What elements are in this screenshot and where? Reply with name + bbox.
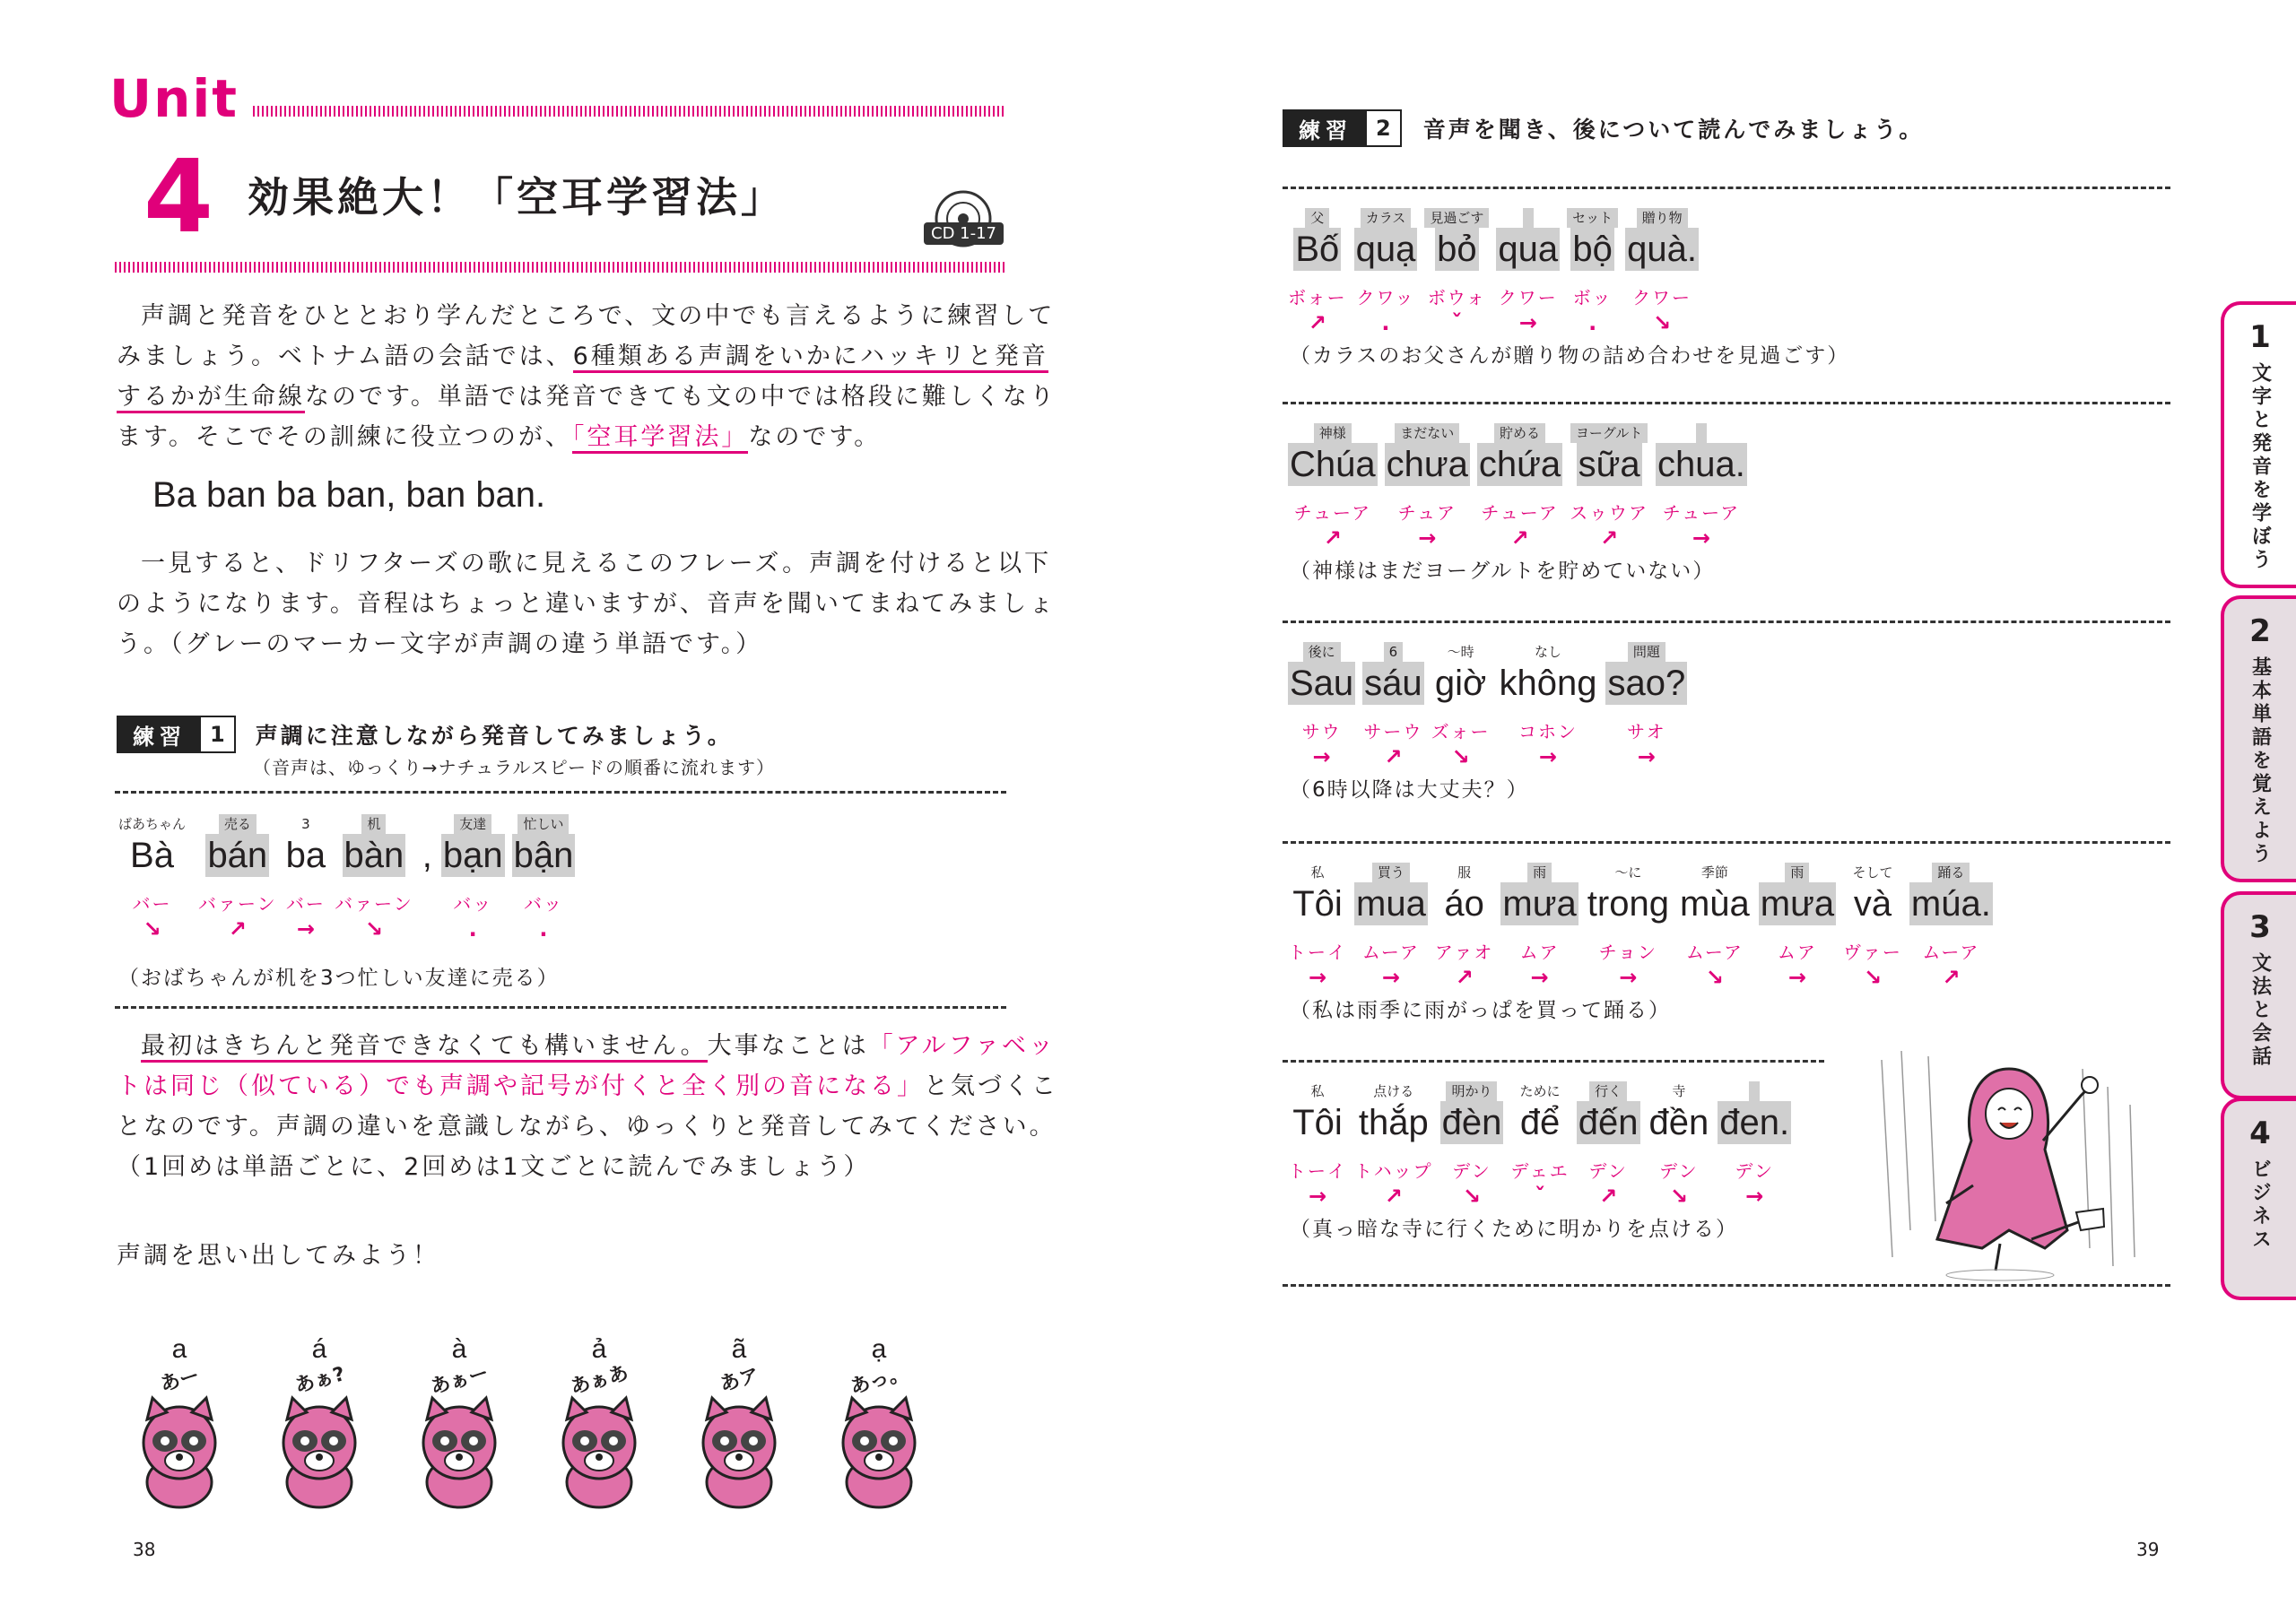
word-viet: sao? [1607, 664, 1686, 703]
word-tone: ˇ [1535, 1184, 1546, 1209]
raccoon-icon [685, 1393, 793, 1509]
exercise-1-subtitle: （音声は、ゆっくり→ナチュラルスピードの順番に流れます） [253, 757, 775, 778]
word-kana: バァーン [335, 893, 413, 915]
word-tone: ↗ [228, 916, 247, 942]
vocab-word [1497, 642, 1598, 773]
word-gloss: 売る [219, 814, 257, 834]
word-gloss: 私 [1310, 864, 1325, 881]
word-viet: đền [1648, 1103, 1709, 1142]
word-kana: サオ [1627, 721, 1666, 742]
word-gloss: セット [1567, 208, 1618, 228]
page-title: 効果絶大！「空耳学習法」 [248, 173, 786, 221]
word-gloss: 点ける [1373, 1083, 1414, 1099]
vocab-word [1435, 863, 1494, 994]
divider [1283, 841, 2170, 844]
vocab-word [1288, 642, 1355, 773]
word-viet: chưa [1386, 445, 1468, 484]
divider [1283, 621, 2170, 623]
word-kana: トハップ [1354, 1160, 1433, 1182]
word-gloss: 季節 [1700, 864, 1728, 881]
word-tone: → [1518, 310, 1537, 335]
word-gloss: 行く [1589, 1081, 1627, 1101]
tone-character [685, 1334, 793, 1509]
word-viet: mùa [1679, 884, 1750, 924]
word-tone: ˇ [1451, 310, 1463, 335]
page-number-left: 38 [133, 1539, 156, 1560]
vocab-word [1288, 863, 1347, 994]
word-gloss: 雨 [1785, 863, 1809, 882]
word-tone: ↗ [1308, 310, 1326, 335]
word-tone: → [1745, 1184, 1764, 1209]
word-viet: để [1519, 1103, 1561, 1142]
word-viet: đến [1578, 1103, 1639, 1142]
raccoon-icon [405, 1393, 513, 1509]
word-tone: ↘ [364, 916, 383, 942]
word-tone: ↘ [1462, 1184, 1482, 1209]
vocab-word [1843, 863, 1902, 994]
word-viet: bận [513, 836, 574, 875]
word-kana: チューア [1481, 502, 1559, 524]
word-gloss: 雨 [1527, 863, 1552, 882]
word-tone: ↗ [1323, 525, 1342, 551]
exercise-2-translation: （私は雨季に雨がっぱを買って踊る） [1290, 999, 1671, 1022]
vocab-word [1605, 642, 1687, 773]
word-tone: ↗ [1384, 1184, 1403, 1209]
word-kana: デェエ [1510, 1160, 1570, 1182]
divider [1283, 1060, 1824, 1063]
exercise-2-sentence [1288, 1081, 1798, 1212]
header-rule-bottom [115, 262, 1006, 273]
word-tone: ↘ [1705, 965, 1724, 990]
word-tone: ↗ [1455, 965, 1474, 990]
word-gloss: ために [1519, 1083, 1561, 1099]
word-kana: バッ [523, 893, 563, 915]
divider [1283, 187, 2170, 189]
word-tone: → [1787, 965, 1806, 990]
exercise-2-translation: （6時以降は大丈夫？） [1290, 778, 1529, 802]
word-kana: チューア [1662, 502, 1741, 524]
word-gloss: そして [1852, 864, 1893, 881]
word-kana: ボォー [1288, 287, 1347, 308]
word-viet: chua. [1657, 445, 1745, 484]
sample-phrase: Ba ban ba ban, ban ban. [152, 475, 546, 515]
divider [1283, 1284, 2170, 1287]
word-viet: đèn [1441, 1103, 1502, 1142]
word-tone: ↘ [1451, 744, 1470, 769]
word-tone: → [1538, 744, 1558, 769]
word-kana: サウ [1301, 721, 1342, 742]
word-tone: → [1308, 1184, 1327, 1209]
word-viet: quạ [1355, 230, 1416, 269]
word-gloss: 神様 [1314, 423, 1352, 443]
exercise-2-sentence [1288, 423, 1754, 554]
word-viet: đen. [1719, 1103, 1790, 1142]
chapter-tab-4[interactable]: 4 ビジネス [2221, 1098, 2296, 1300]
exercise-1-sentence [113, 814, 582, 945]
word-viet: Tôi [1292, 884, 1343, 924]
exercise-2-sentence [1288, 642, 1694, 773]
reminder-text: 声調を思い出してみよう！ [117, 1242, 439, 1270]
vocab-word [512, 814, 576, 945]
tone-character [405, 1334, 513, 1509]
word-viet: trong [1587, 884, 1669, 924]
word-gloss: 父 [1305, 208, 1329, 228]
vocab-word [1718, 1081, 1791, 1212]
tone-sound: あぁー [428, 1361, 491, 1400]
exercise-1-header [117, 716, 733, 753]
vocab-word [198, 814, 277, 945]
tone-letter: ạ [871, 1334, 887, 1364]
word-kana: ヴァー [1843, 942, 1902, 963]
tone-letter: à [451, 1334, 467, 1364]
word-kana: ムーア [1361, 942, 1420, 963]
word-gloss [1696, 423, 1707, 443]
word-kana: ムーア [1685, 942, 1744, 963]
vocab-word [1288, 1081, 1347, 1212]
word-viet: ba [285, 836, 326, 875]
vocab-word [335, 814, 413, 945]
raccoon-icon [126, 1393, 233, 1509]
exercise-1-translation: （おばちゃんが机を3つ忙しい友達に売る） [118, 967, 560, 990]
word-tone: → [296, 916, 315, 942]
tone-sound: あー [158, 1364, 203, 1397]
word-viet: bán [207, 836, 268, 875]
word-gloss: 3 [301, 816, 310, 832]
word-kana: デン [1735, 1160, 1774, 1182]
vocab-word [1909, 863, 1993, 994]
word-kana: ムーア [1922, 942, 1980, 963]
word-gloss: なし [1534, 644, 1561, 660]
word-gloss: 見過ごす [1424, 208, 1489, 228]
divider [1283, 402, 2170, 404]
word-tone: ↗ [1384, 744, 1403, 769]
word-kana: デン [1452, 1160, 1492, 1182]
word-kana: ボウォ [1427, 287, 1486, 308]
vocab-word [1477, 423, 1562, 554]
word-tone: → [1308, 965, 1327, 990]
word-kana: チューア [1293, 502, 1372, 524]
word-viet: thắp [1358, 1103, 1429, 1142]
vocab-word [1648, 1081, 1711, 1212]
tone-character [265, 1334, 373, 1509]
word-viet: bộ [1572, 230, 1613, 269]
word-gloss: 〜時 [1447, 644, 1474, 660]
word-tone: ↗ [1600, 525, 1619, 551]
exercise-2-sentence [1288, 863, 2000, 994]
vocab-word [1354, 1081, 1433, 1212]
word-viet: mưa [1502, 884, 1577, 924]
word-viet: áo [1444, 884, 1484, 924]
word-gloss: 明かり [1446, 1081, 1497, 1101]
vocab-word [113, 814, 191, 945]
word-gloss [422, 814, 432, 834]
tone-character [126, 1334, 233, 1509]
tone-sound: あア [718, 1364, 762, 1397]
vocab-word [1625, 208, 1699, 339]
raccoon-icon [265, 1393, 373, 1509]
divider [115, 1006, 1006, 1009]
vocab-word [1570, 423, 1648, 554]
word-kana: スゥウア [1570, 502, 1648, 524]
word-kana: バー [285, 893, 326, 915]
word-gloss: 問題 [1628, 642, 1665, 662]
word-gloss: 〜に [1614, 864, 1642, 881]
word-tone: ↘ [1669, 1184, 1688, 1209]
word-kana: ズォー [1431, 721, 1491, 742]
vocab-word [284, 814, 328, 945]
exercise-2-translation: （神様はまだヨーグルトを貯めていない） [1290, 560, 1716, 583]
word-tone: . [1381, 310, 1390, 335]
word-viet: không [1499, 664, 1597, 703]
word-kana: トーイ [1288, 1160, 1347, 1182]
word-gloss: 寺 [1672, 1083, 1686, 1099]
word-tone: ↘ [1653, 310, 1672, 335]
word-kana: バァーン [198, 893, 277, 915]
word-tone: ↘ [143, 916, 161, 942]
tone-letter: á [311, 1334, 327, 1364]
tone-letter: ã [731, 1334, 747, 1364]
word-viet: bạn [442, 836, 503, 875]
word-tone: ↘ [1863, 965, 1883, 990]
word-kana: ムア [1519, 942, 1560, 963]
vocab-word [1759, 863, 1836, 994]
tone-sound: あぁ? [291, 1363, 348, 1398]
word-viet: múa. [1910, 884, 1991, 924]
word-gloss: 服 [1457, 864, 1472, 881]
explanation-paragraph: 一見すると、ドリフターズの歌に見えるこのフレーズ。声調を付けると以下 のようになります。音程はちょっと違いますが、音声を聞いてまねてみましょ う。（グレーのマーカー文字が声調の違う単語です。） [117, 550, 1057, 658]
word-viet: bỏ [1437, 230, 1477, 269]
word-kana: バッ [453, 893, 493, 915]
unit-number: 4 [144, 139, 213, 256]
vocab-word [1567, 208, 1618, 339]
exercise-2-badge: 練習 2 [1283, 109, 1402, 147]
word-tone: . [1588, 310, 1597, 335]
vocab-word [441, 814, 505, 945]
raccoon-icon [825, 1393, 933, 1509]
chapter-tab-3[interactable]: 3 文法と会話 [2221, 891, 2296, 1099]
exercise-1-title: 声調に注意しながら発音してみましょう。 [255, 723, 733, 749]
exercise-2-sentence [1288, 208, 1706, 339]
vocab-word [1496, 208, 1560, 339]
word-tone: → [1418, 525, 1437, 551]
word-kana: クワー [1498, 287, 1558, 308]
word-viet: và [1853, 884, 1892, 924]
intro-paragraph: 声調と発音をひととおり学んだところで、文の中でも言えるように練習して みましょう。ベトナム語の会話では、6種類ある声調をいかにハッキリと発音 するかが生命線なのです。単語では発音できても文の中では格段に難しくなり ます。そこでその訓練に役立つのが、「空耳学習法」なのです。 [117, 296, 1058, 457]
word-tone: → [1381, 965, 1400, 990]
vocab-word [1678, 863, 1752, 994]
tone-sound: あっ。 [848, 1361, 911, 1400]
chapter-tab-2[interactable]: 2 基本単語を覚えよう [2221, 595, 2296, 882]
word-viet: sáu [1364, 664, 1422, 703]
word-tone: → [1530, 965, 1549, 990]
word-gloss: 貯める [1494, 423, 1545, 443]
word-viet: Tôi [1292, 1103, 1343, 1142]
word-tone: → [1619, 965, 1638, 990]
word-gloss: 私 [1310, 1083, 1325, 1099]
word-viet: , [422, 836, 432, 875]
word-viet: Bà [130, 836, 174, 875]
word-gloss: 買う [1372, 863, 1410, 882]
word-kana: サーウ [1363, 721, 1423, 742]
word-tone: ↗ [1510, 525, 1529, 551]
vocab-word [1656, 423, 1747, 554]
vocab-word [1288, 208, 1347, 339]
vocab-word [421, 814, 434, 945]
word-tone: ↗ [1942, 965, 1961, 990]
word-kana: デン [1588, 1160, 1628, 1182]
raincoat-girl-illustration [1874, 1051, 2144, 1286]
vocab-word [1288, 423, 1378, 554]
word-gloss [1749, 1081, 1760, 1101]
vocab-word [1577, 1081, 1640, 1212]
tone-letter: a [171, 1334, 187, 1364]
word-kana: ボッ [1572, 287, 1613, 308]
vocab-word [1500, 863, 1578, 994]
word-gloss: ヨーグルト [1570, 423, 1648, 443]
vocab-word [1440, 1081, 1504, 1212]
vocab-word [1385, 423, 1470, 554]
word-gloss: 贈り物 [1637, 208, 1688, 228]
word-viet: mua [1356, 884, 1426, 924]
unit-label: Unit [109, 68, 239, 129]
word-gloss: 後に [1303, 642, 1341, 662]
tone-letter: ả [591, 1334, 607, 1364]
word-kana: ムア [1777, 942, 1817, 963]
word-gloss: 踊る [1932, 863, 1970, 882]
word-gloss: まだない [1395, 423, 1459, 443]
word-gloss: ばあちゃん [118, 816, 187, 832]
word-viet: quà. [1627, 230, 1697, 269]
word-kana: チュア [1397, 502, 1457, 524]
exercise-2-translation: （カラスのお父さんが贈り物の詰め合わせを見過ごす） [1290, 344, 1850, 368]
word-gloss: 忙しい [517, 814, 569, 834]
word-tone: . [468, 916, 477, 942]
word-kana: チョン [1598, 942, 1658, 963]
word-viet: Bố [1295, 230, 1340, 269]
word-viet: giờ [1434, 664, 1487, 703]
vocab-word [1354, 208, 1418, 339]
exercise-2-translation: （真っ暗な寺に行くために明かりを点ける） [1290, 1218, 1738, 1241]
word-viet: Sau [1290, 664, 1354, 703]
tone-character [545, 1334, 653, 1509]
word-kana: アァオ [1434, 942, 1494, 963]
vocab-word [1424, 208, 1489, 339]
word-kana: クワー [1632, 287, 1692, 308]
word-viet: mưa [1760, 884, 1835, 924]
word-kana: バー [132, 893, 172, 915]
page-number-right: 39 [2136, 1539, 2160, 1560]
exercise-2-header [1283, 109, 1924, 147]
word-kana: トーイ [1288, 942, 1347, 963]
word-kana: クワッ [1356, 287, 1415, 308]
divider [115, 791, 1006, 794]
tone-character [825, 1334, 933, 1509]
word-kana: デン [1659, 1160, 1699, 1182]
chapter-tab-1[interactable]: 1 文字と発音を学ぼう [2221, 301, 2296, 588]
word-viet: bàn [344, 836, 404, 875]
vocab-word [1431, 642, 1491, 773]
word-tone: → [1637, 744, 1656, 769]
closing-paragraph: 最初はきちんと発音できなくても構いません。大事なことは「アルファベッ トは同じ（似ている）でも声調や記号が付くと全く別の音になる」と気づくこ となのです。声調の違いを意識しながら、ゆっくりと発音してみてください。 （1回めは単語ごとに、2回めは1文ごとに読んでみましょう） [117, 1032, 1058, 1181]
word-tone: → [1692, 525, 1710, 551]
word-gloss: カラス [1361, 208, 1412, 228]
header-rule-top [253, 106, 1006, 117]
word-kana: コホン [1518, 721, 1578, 742]
vocab-word [1354, 863, 1428, 994]
word-viet: chứa [1478, 445, 1561, 484]
word-viet: Chúa [1290, 445, 1376, 484]
word-tone: → [1312, 744, 1331, 769]
word-tone: . [539, 916, 548, 942]
word-gloss: 机 [361, 814, 386, 834]
tone-sound: あぁあ [568, 1361, 631, 1400]
word-tone: ↗ [1599, 1184, 1618, 1209]
word-gloss [1523, 208, 1534, 228]
raccoon-icon [545, 1393, 653, 1509]
word-viet: qua [1498, 230, 1559, 269]
word-gloss: 6 [1384, 642, 1404, 662]
exercise-1-badge: 練習 1 [117, 716, 236, 753]
cd-track-label: CD 1-17 [924, 222, 1004, 245]
vocab-word [1586, 863, 1671, 994]
vocab-word [1362, 642, 1424, 773]
word-gloss: 友達 [454, 814, 491, 834]
word-viet: sữa [1578, 445, 1640, 484]
exercise-2-title: 音声を聞き、後について読んでみましょう。 [1422, 117, 1925, 143]
vocab-word [1510, 1081, 1569, 1212]
